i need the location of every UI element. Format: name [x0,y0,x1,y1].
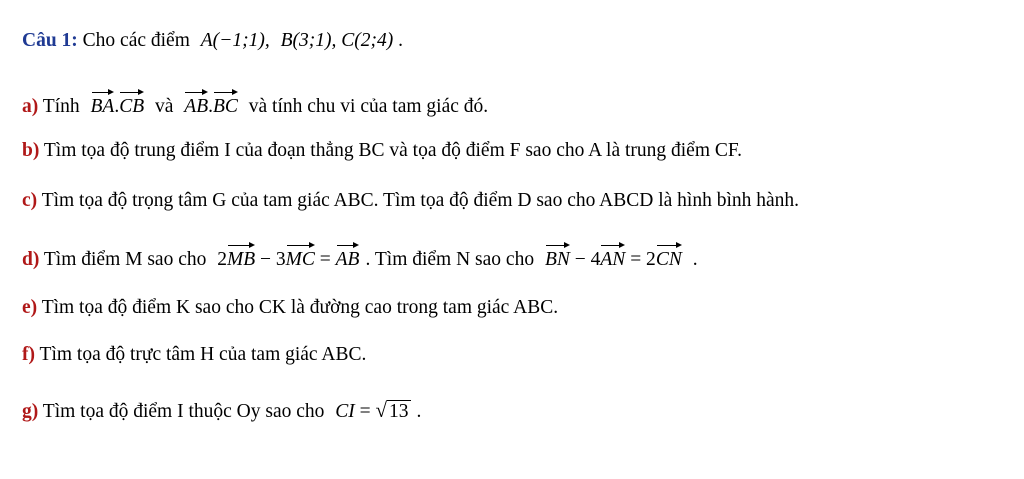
vector-mc: MC [286,242,315,272]
question-label: Câu 1: [22,30,78,51]
dot-operator-1: . [114,96,120,117]
radicand: 13 [389,401,409,422]
item-d [22,242,698,272]
item-f-label: f) [22,344,35,365]
item-f-text: Tìm tọa độ trực tâm H của tam giác ABC. [39,344,367,365]
vector-an: AN [600,242,625,272]
vector-ab: AB [184,89,208,119]
operator-minus-3: − 3 [260,249,286,270]
item-g-label: g) [22,401,39,422]
vector-mb: MB [227,242,255,272]
sqrt-13 [376,398,411,424]
item-c-label: c) [22,190,38,211]
item-b-text: Tìm tọa độ trung điểm I của đoạn thẳng BC và tọa độ điểm F sao cho A là trung điểm CF. [43,140,743,161]
vector-ab-d: AB [336,242,360,272]
equals-g: = [359,401,371,422]
radical-sign: √ [375,398,388,422]
vector-cn: CN [656,242,682,272]
coef-2: 2 [217,249,227,270]
item-e [22,296,558,320]
point-c: C(2;4) [341,30,394,51]
question-text: Cho các điểm [82,30,190,51]
question-header [22,29,403,53]
point-b: B(3;1), [280,30,337,51]
item-d-text-2: . Tìm điểm N sao cho [365,249,535,270]
segment-ci: CI [335,401,355,422]
question-end: . [398,30,403,51]
item-g-end: . [416,401,422,422]
item-d-end: . [692,249,698,270]
dot-operator-2: . [208,96,213,117]
item-e-text: Tìm tọa độ điểm K sao cho CK là đường cao trong tam giác ABC. [41,297,559,318]
vector-ba: BA [91,89,115,119]
equals-1: = [319,249,331,270]
vector-cb: CB [119,89,144,119]
item-e-label: e) [22,297,38,318]
item-g-text: Tìm tọa độ điểm I thuộc Oy sao cho [42,401,325,422]
item-a-text-1: Tính [42,96,80,117]
item-f [22,343,366,367]
equals-2: = 2 [630,249,656,270]
item-a-text-3: và tính chu vi của tam giác đó. [248,96,489,117]
item-c-text: Tìm tọa độ trọng tâm G của tam giác ABC. Tìm tọa độ điểm D sao cho ABCD là hình bình hành. [41,190,800,211]
point-a: A(−1;1), [200,30,270,51]
vector-bn: BN [545,242,570,272]
item-b [22,139,742,163]
item-d-text-1: Tìm điểm M sao cho [43,249,207,270]
item-a-text-2: và [155,96,174,117]
item-d-label: d) [22,249,40,270]
item-g [22,398,421,424]
operator-minus-4: − 4 [574,249,601,270]
vector-bc: BC [213,89,238,119]
item-a [22,89,488,119]
item-c [22,189,799,213]
item-b-label: b) [22,140,40,161]
item-a-label: a) [22,96,39,117]
